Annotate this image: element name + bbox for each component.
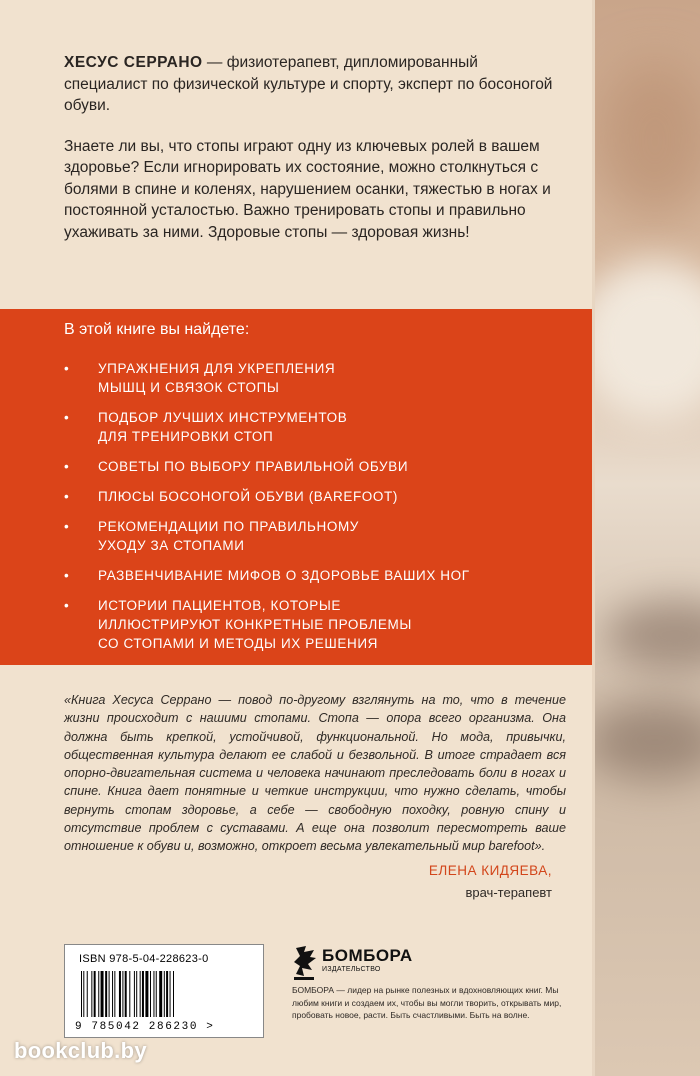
list-item: • СОВЕТЫ ПО ВЫБОРУ ПРАВИЛЬНОЙ ОБУВИ xyxy=(64,459,409,474)
list-item: • ПОДБОР ЛУЧШИХ ИНСТРУМЕНТОВ ДЛЯ ТРЕНИРОВКИ СТОП xyxy=(64,410,348,444)
site-watermark: bookclub.by xyxy=(14,1038,147,1063)
cover-photo-strip xyxy=(595,0,700,1076)
bullet-icon: • xyxy=(64,410,70,425)
barcode xyxy=(64,944,264,1038)
features-heading: В этой книге вы найдете: xyxy=(64,321,250,338)
list-item: • РАЗВЕНЧИВАНИЕ МИФОВ О ЗДОРОВЬЕ ВАШИХ НОГ xyxy=(64,568,470,583)
publisher-name: БОМБОРА xyxy=(322,946,413,965)
author-bio xyxy=(64,52,564,117)
barcode-icon xyxy=(79,971,249,1019)
features-block xyxy=(0,309,592,665)
publisher-logo xyxy=(292,944,432,982)
publisher-description: БОМБОРА — лидер на рынке полезных и вдохновляющих книг. Мы любим книги и создаем их, чтобы вы могли творить, открывать мир, пробовать новое, расти. Быть счастливыми. Быть на волне. xyxy=(292,985,562,1020)
list-item: • ИСТОРИИ ПАЦИЕНТОВ, КОТОРЫЕ ИЛЛЮСТРИРУЮТ КОНКРЕТНЫЕ ПРОБЛЕМЫ СО СТОПАМИ И МЕТОДЫ ИХ РЕШЕНИЯ xyxy=(64,598,412,651)
isbn-label: ISBN 978-5-04-228623-0 xyxy=(79,953,209,965)
list-item: • УПРАЖНЕНИЯ ДЛЯ УКРЕПЛЕНИЯ МЫШЦ И СВЯЗОК СТОПЫ xyxy=(64,361,336,395)
barcode-digits: 9 785042 286230 > xyxy=(75,1021,215,1033)
review-quote: «Книга Хесуса Серрано — повод по-другому взглянуть на то, что в течение жизни происходит с нашими стопами. Стопа — опора всего организма. Она должна быть крепкой, устойчивой, функциональной. Но мода, привычки, общественная культура делают ее слабой и безвольной. В итоге страдает вся опорно-двигательная система и человека начинают преследовать боли в ногах и спине. Книга дает понятные и четкие инструкции, что нужно сделать, чтобы вернуть стопам здоровье, а себе — свободную походку, ровную спину и отсутствие проблем с суставами. А еще она позволит пересмотреть ваше отношение к обуви и, возможно, откроет весьма увлекательный мир barefoot». xyxy=(64,693,566,854)
bullet-icon: • xyxy=(64,459,70,474)
bullet-icon: • xyxy=(64,361,70,376)
features-list xyxy=(64,359,564,664)
intro-paragraph: Знаете ли вы, что стопы играют одну из ключевых ролей в вашем здоровье? Если игнорировать их состояние, можно столкнуться с болями в спине и коленях, нарушением осанки, тяжестью в ногах и постоянной усталостью. Важно тренировать стопы и правильно ухаживать за ними. Здоровые стопы — здоровая жизнь! xyxy=(64,137,551,241)
author-description: — физиотерапевт, дипломированный специалист по физической культуре и спорту, эксперт по босоногой обуви. xyxy=(64,54,553,114)
intro-section xyxy=(64,52,564,262)
review-author xyxy=(429,860,552,904)
author-name: ХЕСУС СЕРРАНО xyxy=(64,54,203,71)
bombora-logo-icon xyxy=(292,944,318,982)
review-author-name: ЕЛЕНА КИДЯЕВА, xyxy=(428,863,552,878)
list-item: • РЕКОМЕНДАЦИИ ПО ПРАВИЛЬНОМУ УХОДУ ЗА СТОПАМИ xyxy=(64,519,359,553)
list-item: • ПЛЮСЫ БОСОНОГОЙ ОБУВИ (BAREFOOT) xyxy=(64,489,398,504)
bullet-icon: • xyxy=(64,598,70,613)
bullet-icon: • xyxy=(64,519,70,534)
review-author-role: врач-терапевт xyxy=(465,885,552,900)
bullet-icon: • xyxy=(64,489,70,504)
bullet-icon: • xyxy=(64,568,70,583)
publisher-subtitle: ИЗДАТЕЛЬСТВО xyxy=(322,966,381,973)
